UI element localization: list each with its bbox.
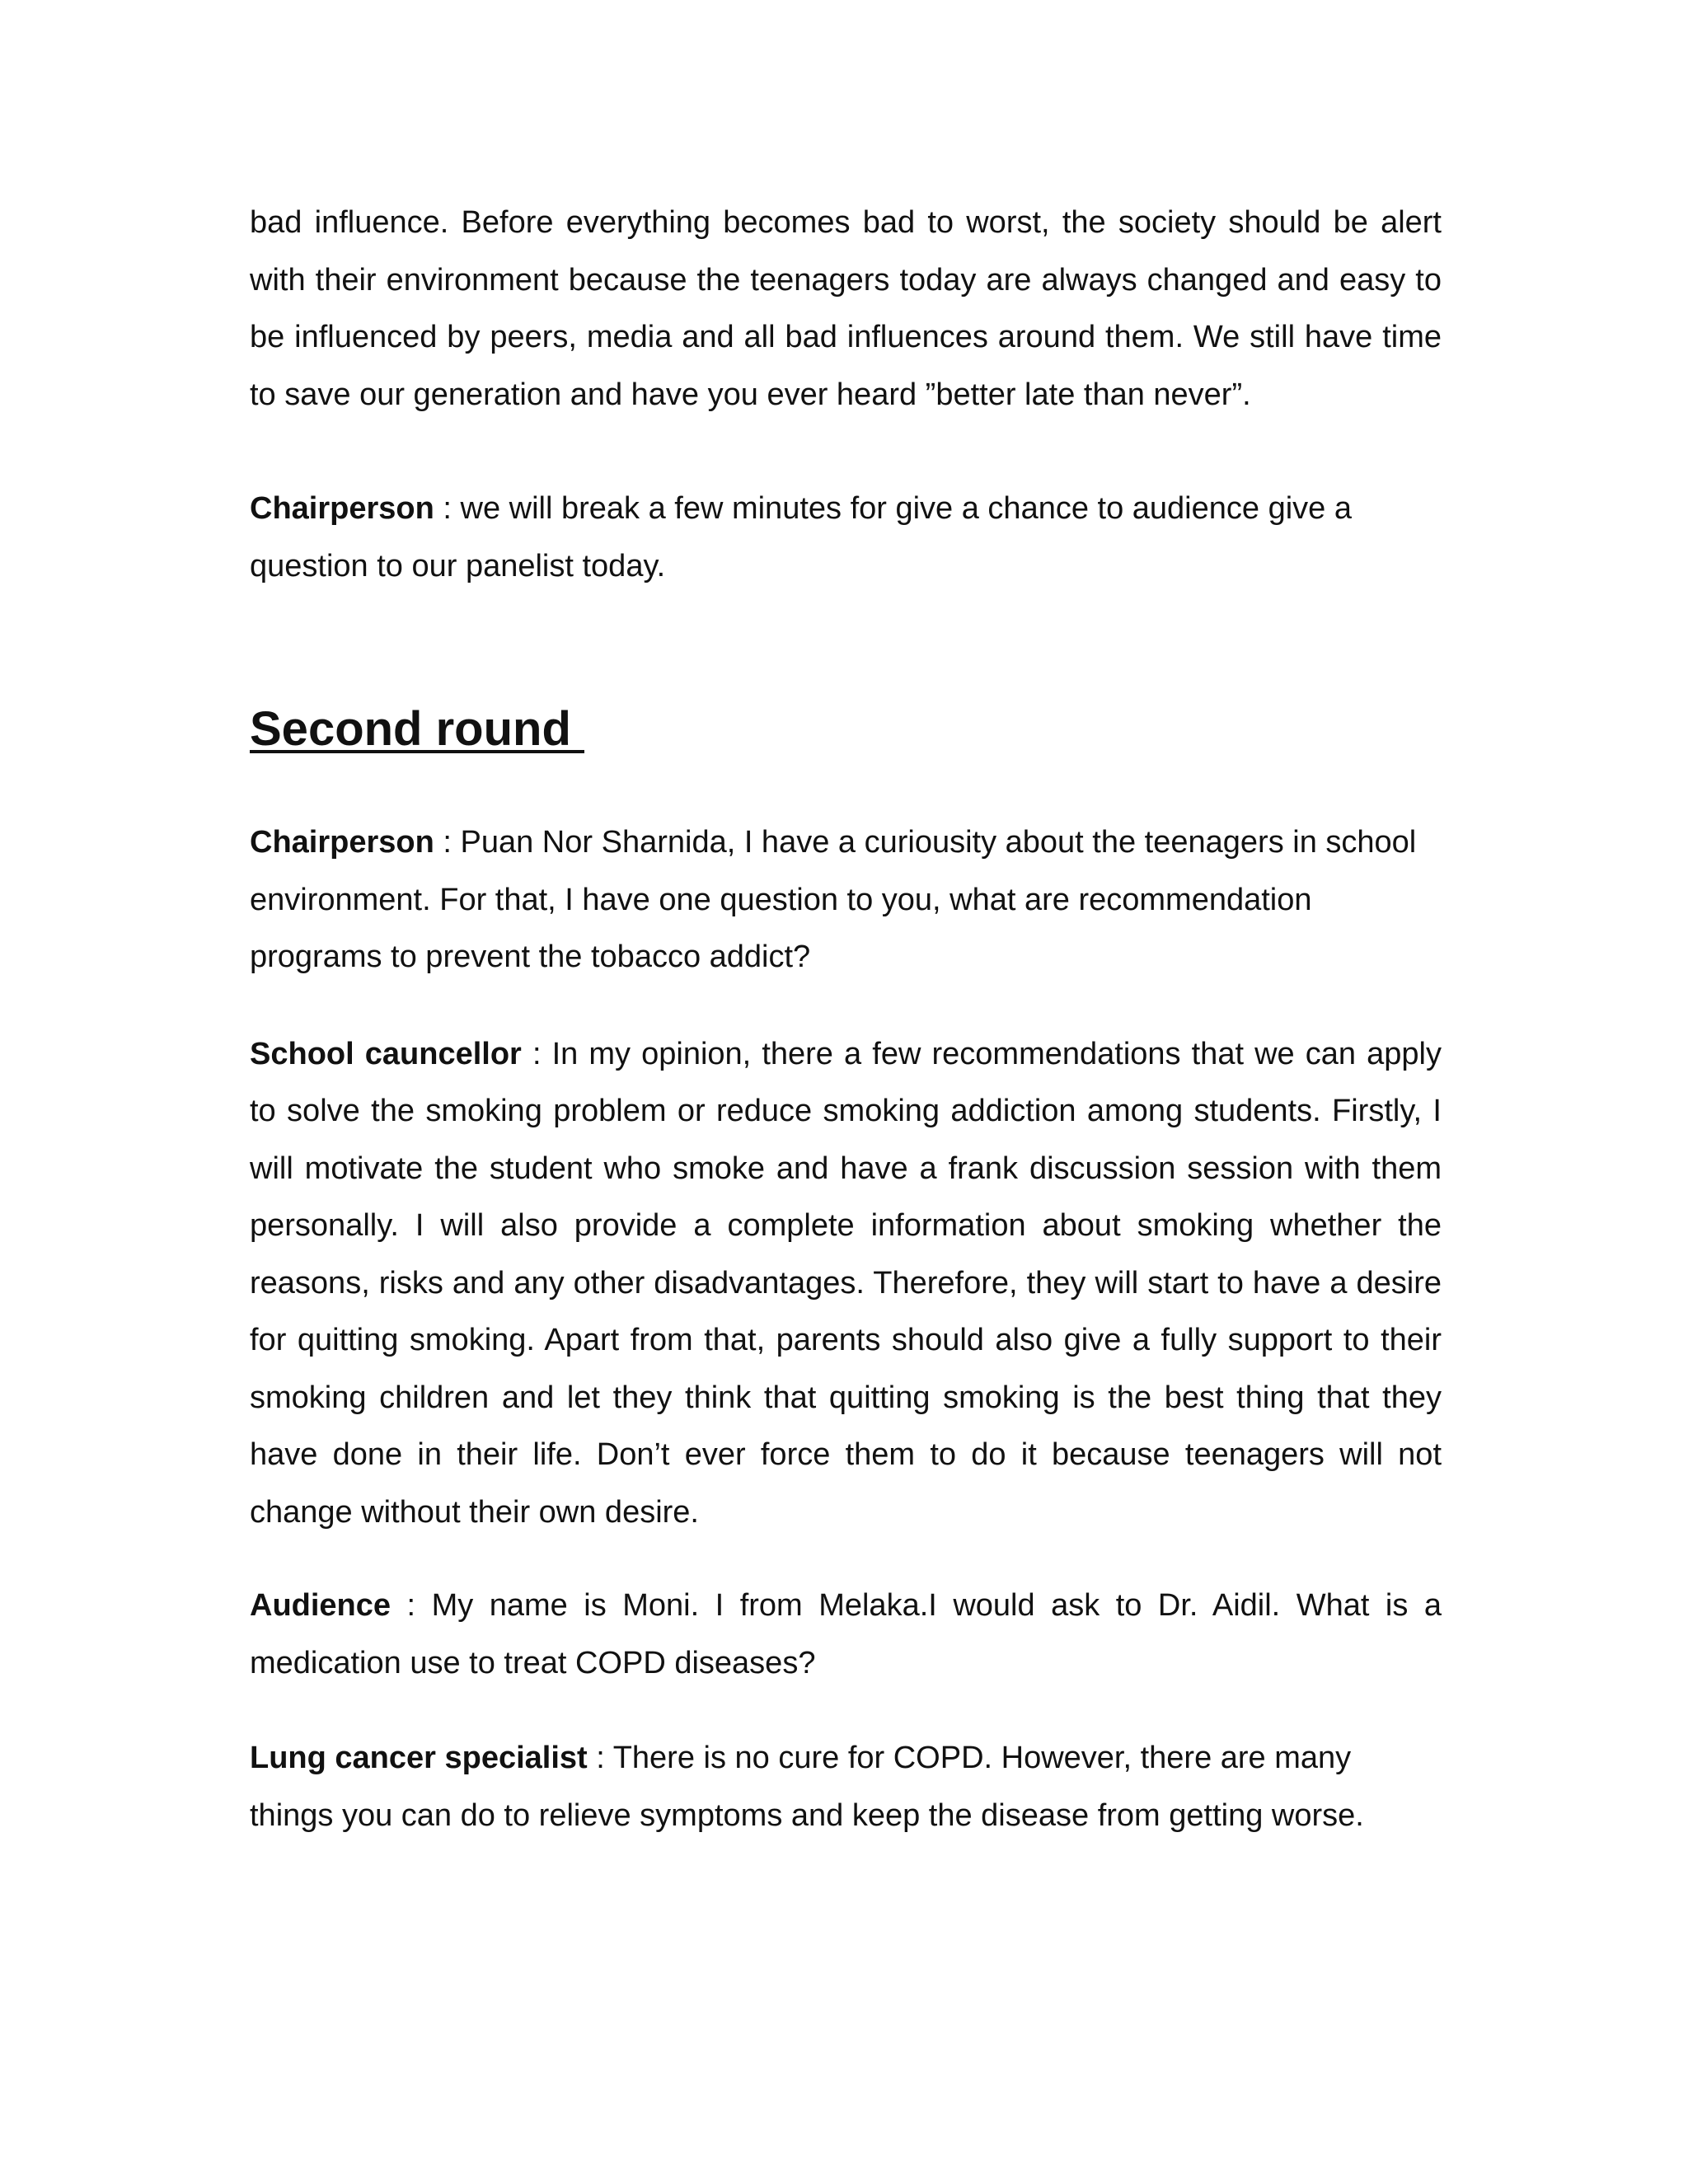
speaker-label: Lung cancer specialist: [250, 1741, 588, 1775]
speech-text: : In my opinion, there a few recommendations that we can apply to solve the smoking problem or reduce smoking addiction among students. Firstly, I will motivate the student who smoke and have a frank discussion session with them personally. I will also provide a complete information about smoking whether the reasons, risks and any other disadvantages. Therefore, they will start to have a desire for quitting smoking. Apart from that, parents should also give a fully support to their smoking children and let they think that quitting smoking is the best thing that they have done in their life. Don’t ever force them to do it because teenagers will not change without their own desire.: [250, 1036, 1442, 1530]
speaker-label: Chairperson: [250, 825, 434, 860]
speaker-label: School cauncellor: [250, 1036, 522, 1071]
speech-text: : Puan Nor Sharnida, I have a curiousity about the teenagers in school environment. For that, I have one question to you, what are recommendation programs to prevent the tobacco addict?: [250, 825, 1417, 974]
chairperson-break-paragraph: [250, 480, 1442, 595]
intro-text: bad influence. Before everything becomes bad to worst, the society should be alert with their environment because the teenagers today are always changed and easy to be influenced by peers, media and all bad influences around them. We still have time to save our generation and have you ever heard ”better late than never”.: [250, 205, 1442, 412]
speech-text: : There is no cure for COPD. However, there are many things you can do to relieve symptoms and keep the disease from getting worse.: [250, 1741, 1364, 1833]
section-heading: Second round: [250, 702, 584, 756]
speech-text: : we will break a few minutes for give a chance to audience give a question to our panelist today.: [250, 491, 1352, 583]
lung-specialist-paragraph: [250, 1730, 1442, 1844]
audience-question-paragraph: [250, 1577, 1442, 1692]
document-content: [250, 194, 1442, 1844]
speaker-label: Audience: [250, 1588, 392, 1623]
speech-text: : My name is Moni. I from Melaka.I would ask to Dr. Aidil. What is a medication use to treat COPD diseases?: [250, 1588, 1442, 1680]
speaker-label: Chairperson: [250, 491, 434, 526]
school-counsellor-paragraph: [250, 1026, 1442, 1542]
intro-paragraph: [250, 194, 1442, 424]
chairperson-question-paragraph: [250, 814, 1442, 987]
